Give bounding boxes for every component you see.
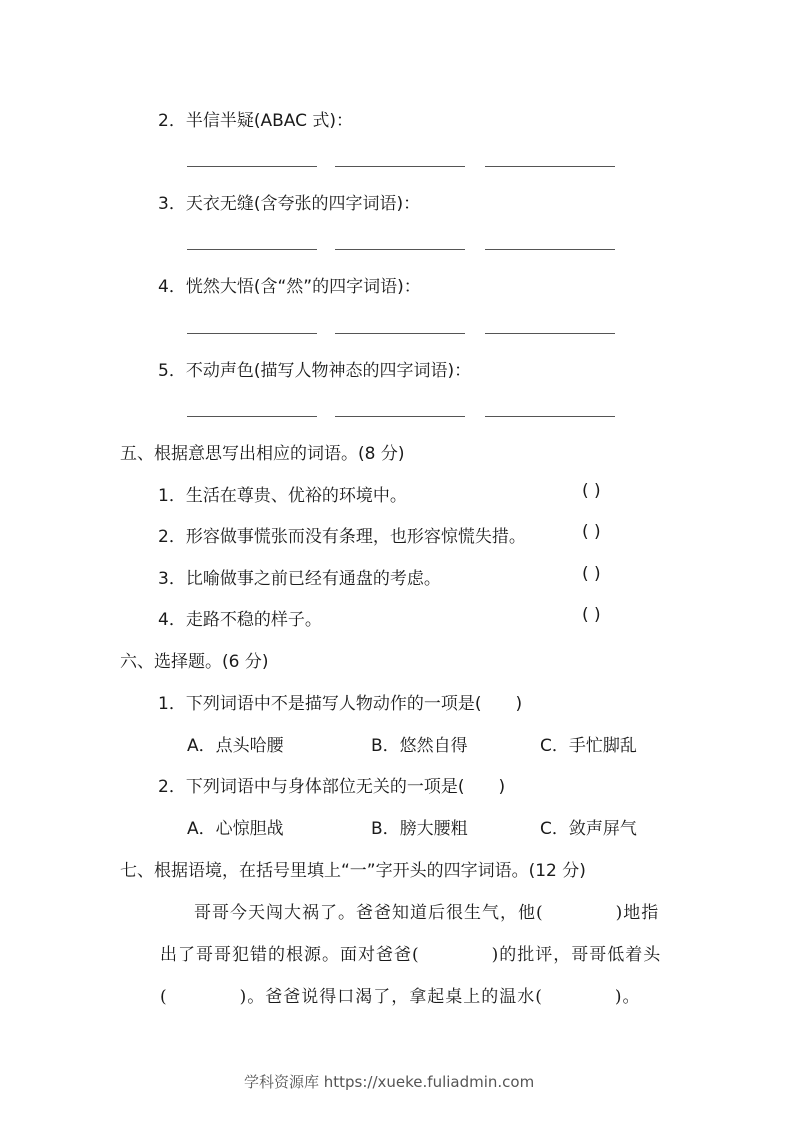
answer-blank[interactable] <box>485 416 615 417</box>
answer-paren[interactable]: ( ) <box>582 605 601 625</box>
paragraph-line: 哥哥今天闯大祸了。爸爸知道后很生气，他( )地指 <box>194 903 660 923</box>
answer-blank[interactable] <box>485 166 615 167</box>
answer-blank[interactable] <box>335 249 465 250</box>
question-text: 1．下列词语中不是描写人物动作的一项是( ) <box>158 694 523 714</box>
answer-paren[interactable]: ( ) <box>582 481 601 501</box>
option-b[interactable]: B．膀大腰粗 <box>371 819 468 839</box>
answer-blank[interactable] <box>335 416 465 417</box>
option-c[interactable]: C．手忙脚乱 <box>540 736 637 756</box>
option-a[interactable]: A．点头哈腰 <box>187 736 284 756</box>
question-text: 2．下列词语中与身体部位无关的一项是( ) <box>158 777 506 797</box>
answer-blank[interactable] <box>485 249 615 250</box>
option-b[interactable]: B．悠然自得 <box>371 736 468 756</box>
answer-blank[interactable] <box>335 333 465 334</box>
part4-item-4: 4．恍然大悟(含“然”的四字词语)： <box>158 277 421 297</box>
answer-blank[interactable] <box>187 333 317 334</box>
question-text: 4．走路不稳的样子。 <box>158 610 322 630</box>
paragraph-line: ( )。爸爸说得口渴了，拿起桌上的温水( )。 <box>160 987 641 1007</box>
paragraph-line: 出了哥哥犯错的根源。面对爸爸( )的批评，哥哥低着头 <box>160 945 662 965</box>
answer-blank[interactable] <box>187 166 317 167</box>
answer-paren[interactable]: ( ) <box>582 564 601 584</box>
question-text: 1．生活在尊贵、优裕的环境中。 <box>158 486 407 506</box>
answer-paren[interactable]: ( ) <box>582 522 601 542</box>
answer-blank[interactable] <box>485 333 615 334</box>
answer-blank[interactable] <box>335 166 465 167</box>
question-text: 2．形容做事慌张而没有条理，也形容惊慌失措。 <box>158 527 526 547</box>
section-title: 七、根据语境，在括号里填上“一”字开头的四字词语。(12 分) <box>120 861 586 881</box>
section-title: 五、根据意思写出相应的词语。(8 分) <box>120 444 405 464</box>
part4-item-2: 2．半信半疑(ABAC 式)： <box>158 111 353 131</box>
footer-watermark: 学科资源库 https://xueke.fuliadmin.com <box>244 1073 535 1091</box>
option-c[interactable]: C．敛声屏气 <box>540 819 637 839</box>
part4-item-5: 5．不动声色(描写人物神态的四字词语)： <box>158 361 472 381</box>
option-a[interactable]: A．心惊胆战 <box>187 819 284 839</box>
question-text: 3．比喻做事之前已经有通盘的考虑。 <box>158 569 441 589</box>
answer-blank[interactable] <box>187 416 317 417</box>
section-title: 六、选择题。(6 分) <box>120 652 269 672</box>
part4-item-3: 3．天衣无缝(含夸张的四字词语)： <box>158 194 421 214</box>
answer-blank[interactable] <box>187 249 317 250</box>
